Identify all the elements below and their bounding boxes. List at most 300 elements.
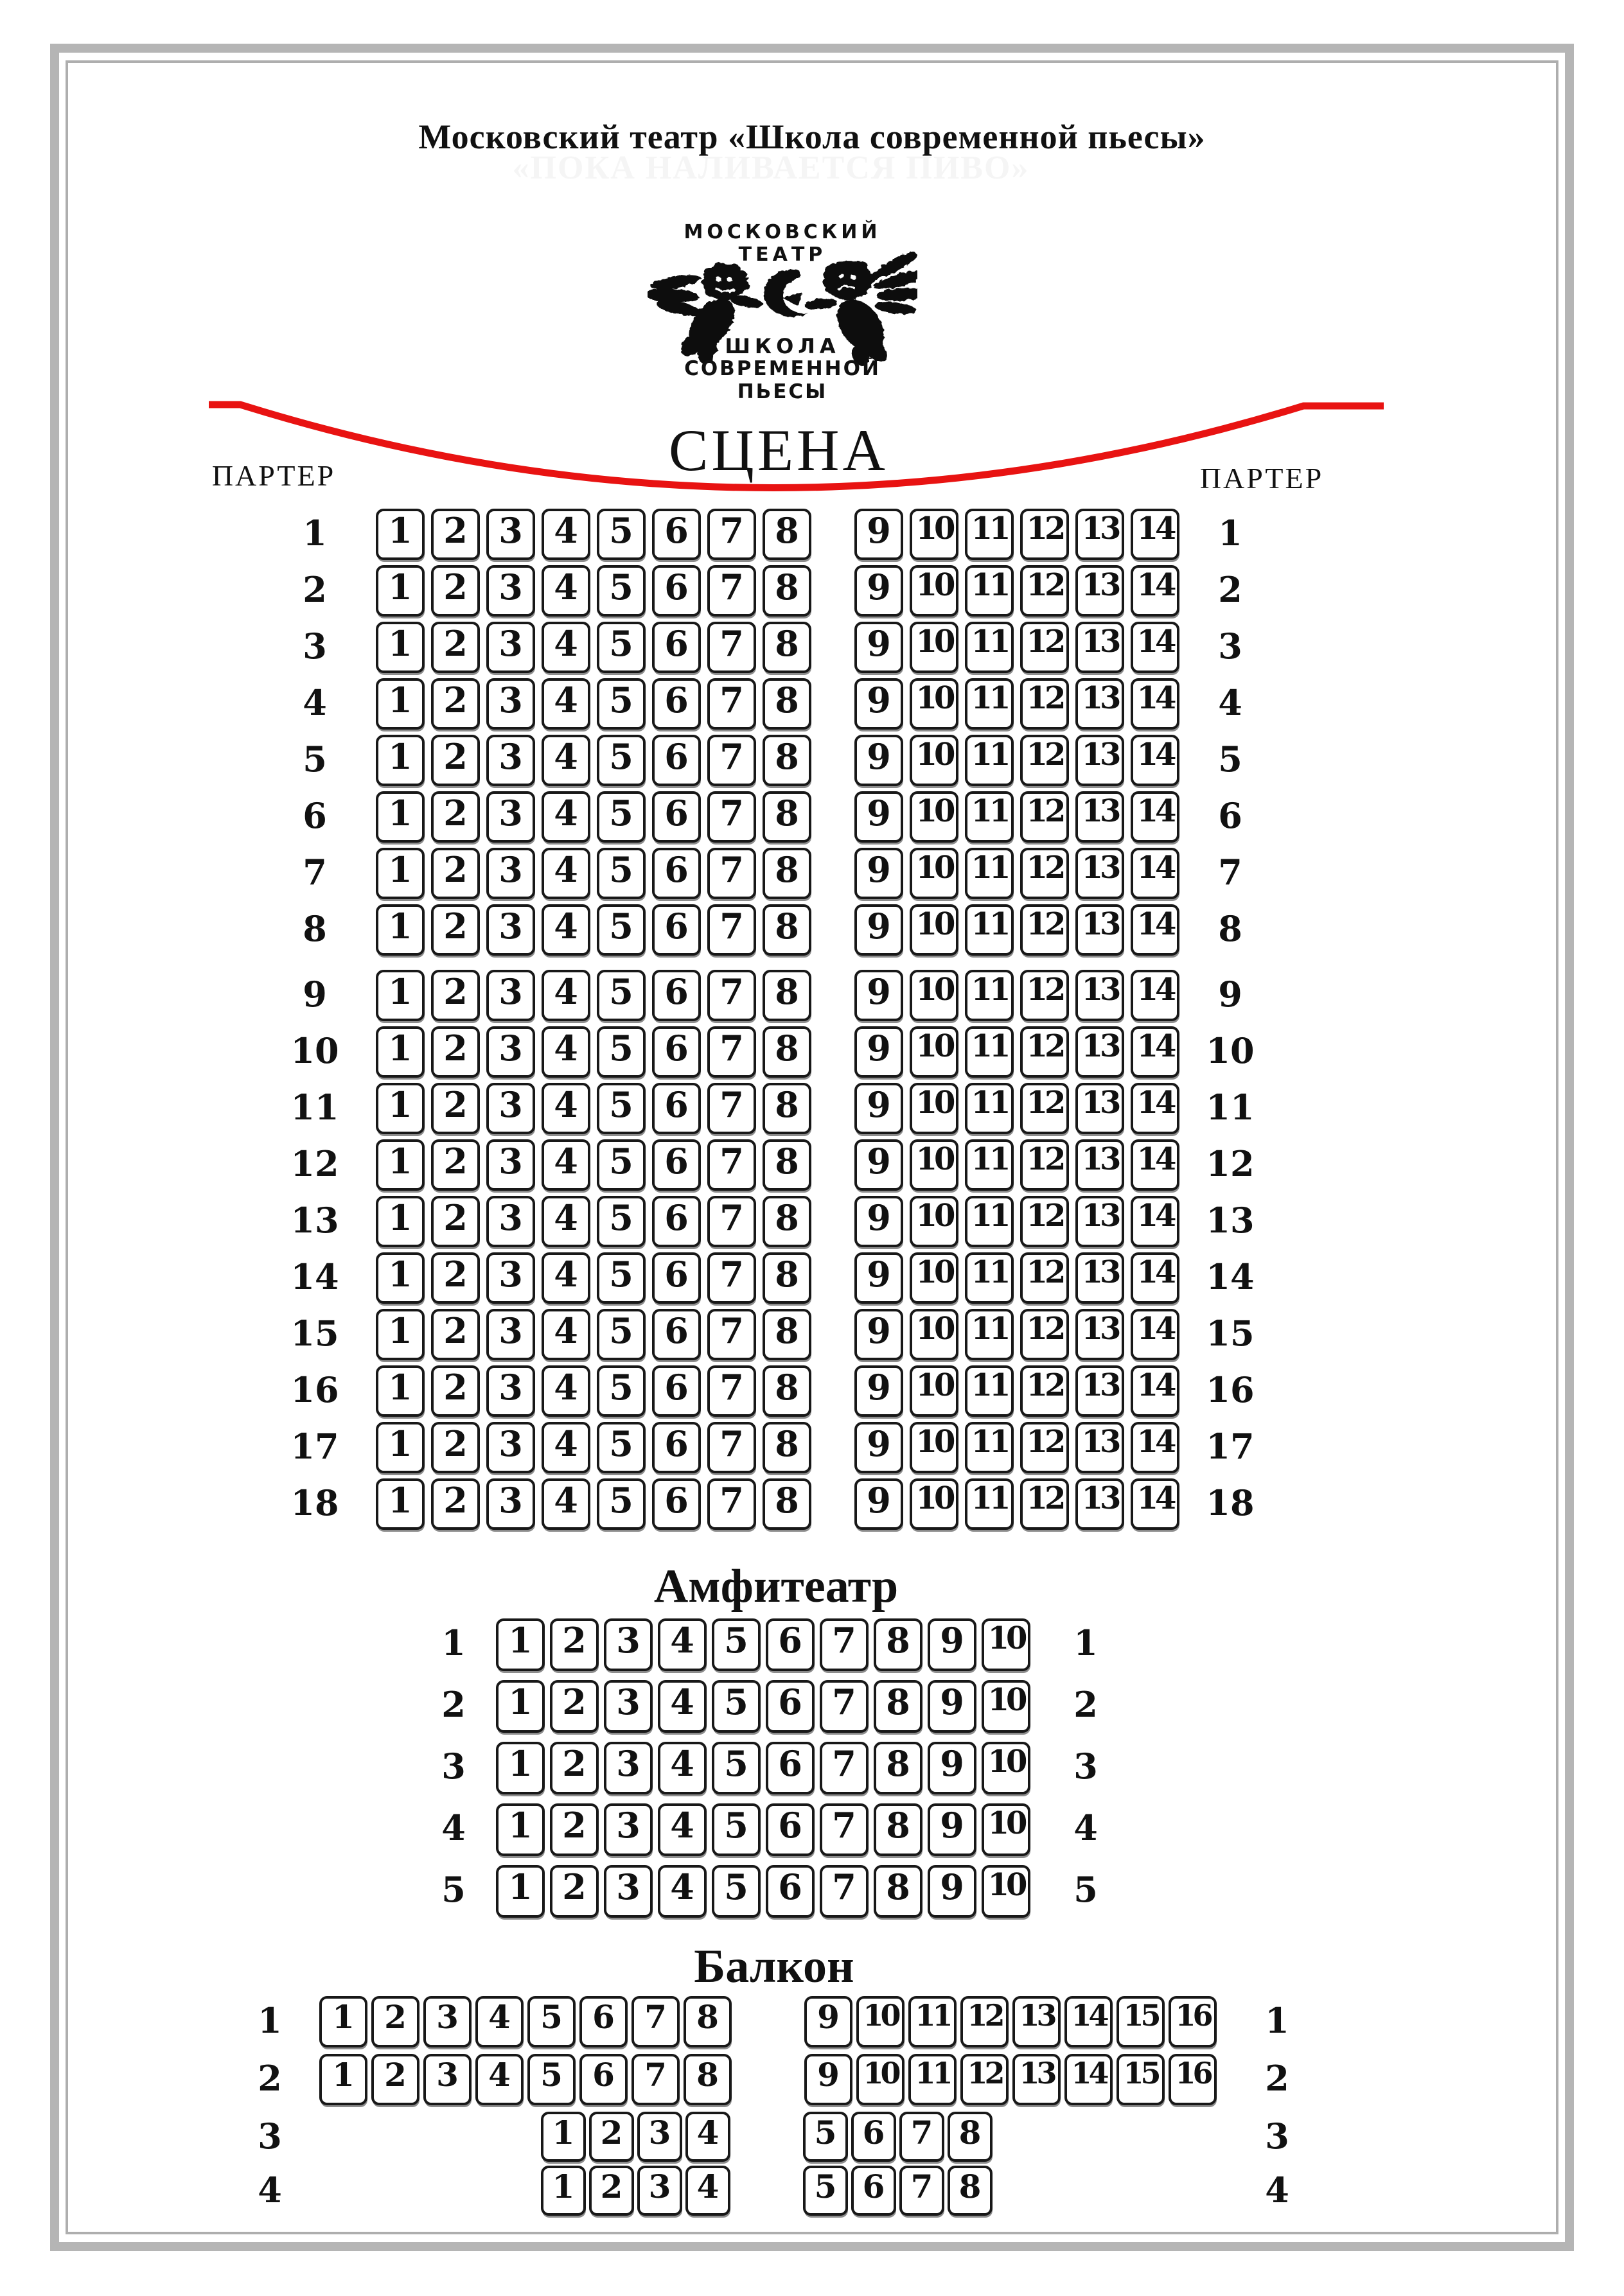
seat[interactable]: 3: [486, 1026, 535, 1078]
seat[interactable]: 4: [542, 509, 590, 560]
seat[interactable]: 4: [658, 1803, 707, 1856]
seat[interactable]: 4: [542, 735, 590, 786]
seat[interactable]: 6: [766, 1865, 815, 1918]
seat[interactable]: 1: [376, 1365, 425, 1417]
seat[interactable]: 3: [604, 1618, 653, 1671]
seat[interactable]: 14: [1131, 1422, 1179, 1473]
seat[interactable]: 14: [1131, 735, 1179, 786]
seat[interactable]: 8: [763, 678, 811, 730]
seat[interactable]: 10: [910, 1252, 958, 1304]
seat[interactable]: 11: [965, 565, 1014, 617]
seat[interactable]: 2: [431, 565, 480, 617]
seat[interactable]: 10: [910, 1309, 958, 1360]
seat[interactable]: 6: [652, 970, 701, 1021]
seat[interactable]: 8: [763, 1139, 811, 1191]
seat[interactable]: 3: [486, 1422, 535, 1473]
seat[interactable]: 2: [431, 791, 480, 843]
seat[interactable]: 11: [965, 1026, 1014, 1078]
seat[interactable]: 3: [486, 735, 535, 786]
seat[interactable]: 13: [1075, 1026, 1124, 1078]
seat[interactable]: 9: [928, 1865, 976, 1918]
seat[interactable]: 9: [928, 1803, 976, 1856]
seat[interactable]: 2: [550, 1865, 599, 1918]
seat[interactable]: 5: [597, 1365, 646, 1417]
seat[interactable]: 3: [423, 1996, 472, 2047]
seat[interactable]: 13: [1012, 1996, 1061, 2047]
seat[interactable]: 9: [854, 1365, 903, 1417]
seat[interactable]: 11: [965, 1196, 1014, 1247]
seat[interactable]: 6: [652, 622, 701, 673]
seat[interactable]: 9: [854, 848, 903, 899]
seat[interactable]: 5: [712, 1865, 761, 1918]
seat[interactable]: 1: [496, 1865, 545, 1918]
seat[interactable]: 13: [1075, 848, 1124, 899]
seat[interactable]: 5: [597, 565, 646, 617]
seat[interactable]: 5: [527, 1996, 576, 2047]
seat[interactable]: 12: [1020, 1196, 1069, 1247]
seat[interactable]: 4: [542, 1026, 590, 1078]
seat[interactable]: 6: [652, 1422, 701, 1473]
seat[interactable]: 8: [763, 970, 811, 1021]
seat[interactable]: 5: [712, 1742, 761, 1794]
seat[interactable]: 6: [766, 1680, 815, 1733]
seat[interactable]: 4: [658, 1618, 707, 1671]
seat[interactable]: 9: [854, 1422, 903, 1473]
seat[interactable]: 4: [542, 1422, 590, 1473]
seat[interactable]: 5: [597, 1026, 646, 1078]
seat[interactable]: 3: [423, 2054, 472, 2105]
seat[interactable]: 7: [707, 1478, 756, 1530]
seat[interactable]: 12: [1020, 509, 1069, 560]
seat[interactable]: 9: [854, 735, 903, 786]
seat[interactable]: 14: [1131, 622, 1179, 673]
seat[interactable]: 13: [1075, 1422, 1124, 1473]
seat[interactable]: 10: [856, 1996, 905, 2047]
seat[interactable]: 6: [652, 735, 701, 786]
seat[interactable]: 3: [486, 509, 535, 560]
seat[interactable]: 9: [854, 1252, 903, 1304]
seat[interactable]: 7: [707, 1196, 756, 1247]
seat[interactable]: 13: [1075, 904, 1124, 956]
seat[interactable]: 7: [707, 970, 756, 1021]
seat[interactable]: 5: [597, 791, 646, 843]
seat[interactable]: 11: [965, 1478, 1014, 1530]
seat[interactable]: 4: [542, 970, 590, 1021]
seat[interactable]: 8: [874, 1680, 922, 1733]
seat[interactable]: 9: [854, 678, 903, 730]
seat[interactable]: 13: [1075, 1478, 1124, 1530]
seat[interactable]: 7: [820, 1865, 869, 1918]
seat[interactable]: 8: [874, 1865, 922, 1918]
seat[interactable]: 8: [763, 1083, 811, 1134]
seat[interactable]: 1: [496, 1680, 545, 1733]
seat[interactable]: 2: [431, 904, 480, 956]
seat[interactable]: 9: [854, 970, 903, 1021]
seat[interactable]: 2: [550, 1803, 599, 1856]
seat[interactable]: 12: [1020, 1478, 1069, 1530]
seat[interactable]: 5: [597, 904, 646, 956]
seat[interactable]: 13: [1075, 509, 1124, 560]
seat[interactable]: 10: [910, 622, 958, 673]
seat[interactable]: 1: [376, 622, 425, 673]
seat[interactable]: 2: [431, 509, 480, 560]
seat[interactable]: 10: [982, 1618, 1030, 1671]
seat[interactable]: 6: [579, 2054, 628, 2105]
seat[interactable]: 10: [910, 1478, 958, 1530]
seat[interactable]: 5: [597, 622, 646, 673]
seat[interactable]: 14: [1064, 1996, 1113, 2047]
seat[interactable]: 3: [604, 1865, 653, 1918]
seat[interactable]: 13: [1075, 678, 1124, 730]
seat[interactable]: 14: [1131, 1478, 1179, 1530]
seat[interactable]: 11: [965, 791, 1014, 843]
seat[interactable]: 14: [1131, 791, 1179, 843]
seat[interactable]: 13: [1075, 1083, 1124, 1134]
seat[interactable]: 4: [475, 1996, 524, 2047]
seat[interactable]: 8: [763, 848, 811, 899]
seat[interactable]: 11: [965, 678, 1014, 730]
seat[interactable]: 6: [652, 1252, 701, 1304]
seat[interactable]: 5: [597, 1083, 646, 1134]
seat[interactable]: 2: [431, 1365, 480, 1417]
seat[interactable]: 2: [431, 1026, 480, 1078]
seat[interactable]: 2: [431, 735, 480, 786]
seat[interactable]: 7: [631, 2054, 680, 2105]
seat[interactable]: 7: [707, 791, 756, 843]
seat[interactable]: 8: [763, 791, 811, 843]
seat[interactable]: 1: [376, 565, 425, 617]
seat[interactable]: 12: [1020, 904, 1069, 956]
seat[interactable]: 9: [854, 1026, 903, 1078]
seat[interactable]: 3: [604, 1742, 653, 1794]
seat[interactable]: 5: [712, 1803, 761, 1856]
seat[interactable]: 2: [431, 678, 480, 730]
seat[interactable]: 5: [597, 509, 646, 560]
seat[interactable]: 8: [763, 1365, 811, 1417]
seat[interactable]: 12: [1020, 1365, 1069, 1417]
seat[interactable]: 3: [637, 2112, 682, 2162]
seat[interactable]: 15: [1116, 2054, 1165, 2105]
seat[interactable]: 11: [965, 1139, 1014, 1191]
seat[interactable]: 8: [763, 735, 811, 786]
seat[interactable]: 3: [486, 970, 535, 1021]
seat[interactable]: 12: [1020, 1026, 1069, 1078]
seat[interactable]: 7: [899, 2112, 944, 2162]
seat[interactable]: 3: [486, 678, 535, 730]
seat[interactable]: 12: [1020, 735, 1069, 786]
seat[interactable]: 10: [982, 1865, 1030, 1918]
seat[interactable]: 2: [431, 848, 480, 899]
seat[interactable]: 1: [376, 1252, 425, 1304]
seat[interactable]: 8: [763, 509, 811, 560]
seat[interactable]: 4: [542, 1083, 590, 1134]
seat[interactable]: 3: [486, 1309, 535, 1360]
seat[interactable]: 4: [542, 1252, 590, 1304]
seat[interactable]: 3: [486, 565, 535, 617]
seat[interactable]: 5: [597, 735, 646, 786]
seat[interactable]: 2: [589, 2112, 634, 2162]
seat[interactable]: 5: [597, 1309, 646, 1360]
seat[interactable]: 3: [486, 1083, 535, 1134]
seat[interactable]: 12: [960, 1996, 1009, 2047]
seat[interactable]: 5: [597, 1252, 646, 1304]
seat[interactable]: 1: [319, 1996, 367, 2047]
seat[interactable]: 3: [486, 1196, 535, 1247]
seat[interactable]: 10: [910, 509, 958, 560]
seat[interactable]: 12: [1020, 565, 1069, 617]
seat[interactable]: 5: [597, 1422, 646, 1473]
seat[interactable]: 5: [712, 1680, 761, 1733]
seat[interactable]: 5: [803, 2166, 848, 2216]
seat[interactable]: 4: [542, 904, 590, 956]
seat[interactable]: 2: [431, 1196, 480, 1247]
seat[interactable]: 6: [652, 565, 701, 617]
seat[interactable]: 9: [928, 1618, 976, 1671]
seat[interactable]: 12: [1020, 1083, 1069, 1134]
seat[interactable]: 2: [431, 1083, 480, 1134]
seat[interactable]: 10: [982, 1803, 1030, 1856]
seat[interactable]: 10: [910, 791, 958, 843]
seat[interactable]: 11: [965, 622, 1014, 673]
seat[interactable]: 2: [371, 1996, 419, 2047]
seat[interactable]: 10: [910, 1083, 958, 1134]
seat[interactable]: 4: [658, 1742, 707, 1794]
seat[interactable]: 6: [652, 1196, 701, 1247]
seat[interactable]: 8: [763, 1252, 811, 1304]
seat[interactable]: 15: [1116, 1996, 1165, 2047]
seat[interactable]: 12: [1020, 1252, 1069, 1304]
seat[interactable]: 6: [851, 2166, 896, 2216]
seat[interactable]: 16: [1169, 2054, 1217, 2105]
seat[interactable]: 11: [965, 1422, 1014, 1473]
seat[interactable]: 13: [1012, 2054, 1061, 2105]
seat[interactable]: 6: [652, 848, 701, 899]
seat[interactable]: 1: [376, 1309, 425, 1360]
seat[interactable]: 8: [763, 1309, 811, 1360]
seat[interactable]: 14: [1131, 1309, 1179, 1360]
seat[interactable]: 6: [652, 1478, 701, 1530]
seat[interactable]: 3: [486, 848, 535, 899]
seat[interactable]: 8: [874, 1742, 922, 1794]
seat[interactable]: 6: [652, 1309, 701, 1360]
seat[interactable]: 14: [1131, 1026, 1179, 1078]
seat[interactable]: 8: [948, 2112, 993, 2162]
seat[interactable]: 1: [541, 2166, 586, 2216]
seat[interactable]: 2: [550, 1742, 599, 1794]
seat[interactable]: 14: [1131, 848, 1179, 899]
seat[interactable]: 11: [908, 2054, 957, 2105]
seat[interactable]: 3: [486, 1478, 535, 1530]
seat[interactable]: 13: [1075, 1309, 1124, 1360]
seat[interactable]: 6: [766, 1803, 815, 1856]
seat[interactable]: 4: [685, 2166, 730, 2216]
seat[interactable]: 10: [856, 2054, 905, 2105]
seat[interactable]: 2: [431, 1478, 480, 1530]
seat[interactable]: 7: [631, 1996, 680, 2047]
seat[interactable]: 2: [431, 1309, 480, 1360]
seat[interactable]: 6: [766, 1618, 815, 1671]
seat[interactable]: 9: [854, 509, 903, 560]
seat[interactable]: 10: [982, 1680, 1030, 1733]
seat[interactable]: 7: [707, 509, 756, 560]
seat[interactable]: 6: [652, 678, 701, 730]
seat[interactable]: 2: [371, 2054, 419, 2105]
seat[interactable]: 13: [1075, 1196, 1124, 1247]
seat[interactable]: 12: [1020, 970, 1069, 1021]
seat[interactable]: 8: [874, 1803, 922, 1856]
seat[interactable]: 9: [854, 904, 903, 956]
seat[interactable]: 9: [804, 2054, 852, 2105]
seat[interactable]: 10: [910, 904, 958, 956]
seat[interactable]: 7: [707, 1083, 756, 1134]
seat[interactable]: 5: [597, 678, 646, 730]
seat[interactable]: 12: [1020, 848, 1069, 899]
seat[interactable]: 10: [910, 1365, 958, 1417]
seat[interactable]: 14: [1131, 1196, 1179, 1247]
seat[interactable]: 9: [854, 622, 903, 673]
seat[interactable]: 1: [496, 1803, 545, 1856]
seat[interactable]: 11: [965, 1309, 1014, 1360]
seat[interactable]: 6: [652, 509, 701, 560]
seat[interactable]: 1: [376, 1422, 425, 1473]
seat[interactable]: 9: [854, 1309, 903, 1360]
seat[interactable]: 11: [965, 735, 1014, 786]
seat[interactable]: 5: [527, 2054, 576, 2105]
seat[interactable]: 7: [707, 848, 756, 899]
seat[interactable]: 5: [597, 848, 646, 899]
seat[interactable]: 8: [684, 1996, 732, 2047]
seat[interactable]: 4: [542, 622, 590, 673]
seat[interactable]: 4: [685, 2112, 730, 2162]
seat[interactable]: 1: [376, 904, 425, 956]
seat[interactable]: 7: [820, 1680, 869, 1733]
seat[interactable]: 10: [910, 678, 958, 730]
seat[interactable]: 3: [486, 1252, 535, 1304]
seat[interactable]: 2: [431, 1422, 480, 1473]
seat[interactable]: 8: [948, 2166, 993, 2216]
seat[interactable]: 6: [652, 904, 701, 956]
seat[interactable]: 2: [550, 1618, 599, 1671]
seat[interactable]: 9: [854, 1139, 903, 1191]
seat[interactable]: 7: [707, 622, 756, 673]
seat[interactable]: 13: [1075, 1365, 1124, 1417]
seat[interactable]: 14: [1131, 1252, 1179, 1304]
seat[interactable]: 6: [652, 1026, 701, 1078]
seat[interactable]: 14: [1131, 565, 1179, 617]
seat[interactable]: 7: [820, 1803, 869, 1856]
seat[interactable]: 14: [1131, 1365, 1179, 1417]
seat[interactable]: 1: [319, 2054, 367, 2105]
seat[interactable]: 4: [542, 1139, 590, 1191]
seat[interactable]: 1: [541, 2112, 586, 2162]
seat[interactable]: 3: [486, 904, 535, 956]
seat[interactable]: 13: [1075, 735, 1124, 786]
seat[interactable]: 2: [431, 1139, 480, 1191]
seat[interactable]: 4: [658, 1680, 707, 1733]
seat[interactable]: 7: [707, 1026, 756, 1078]
seat[interactable]: 1: [376, 970, 425, 1021]
seat[interactable]: 6: [652, 1139, 701, 1191]
seat[interactable]: 3: [486, 1365, 535, 1417]
seat[interactable]: 13: [1075, 565, 1124, 617]
seat[interactable]: 7: [707, 1422, 756, 1473]
seat[interactable]: 2: [431, 1252, 480, 1304]
seat[interactable]: 7: [820, 1742, 869, 1794]
seat[interactable]: 4: [542, 1309, 590, 1360]
seat[interactable]: 11: [965, 848, 1014, 899]
seat[interactable]: 3: [486, 622, 535, 673]
seat[interactable]: 4: [542, 848, 590, 899]
seat[interactable]: 3: [637, 2166, 682, 2216]
seat[interactable]: 16: [1169, 1996, 1217, 2047]
seat[interactable]: 12: [1020, 1422, 1069, 1473]
seat[interactable]: 9: [928, 1680, 976, 1733]
seat[interactable]: 11: [965, 1252, 1014, 1304]
seat[interactable]: 6: [652, 791, 701, 843]
seat[interactable]: 4: [475, 2054, 524, 2105]
seat[interactable]: 9: [804, 1996, 852, 2047]
seat[interactable]: 8: [763, 622, 811, 673]
seat[interactable]: 14: [1131, 509, 1179, 560]
seat[interactable]: 2: [550, 1680, 599, 1733]
seat[interactable]: 13: [1075, 970, 1124, 1021]
seat[interactable]: 4: [542, 1478, 590, 1530]
seat[interactable]: 8: [763, 1026, 811, 1078]
seat[interactable]: 7: [707, 1309, 756, 1360]
seat[interactable]: 3: [604, 1680, 653, 1733]
seat[interactable]: 5: [597, 1478, 646, 1530]
seat[interactable]: 2: [431, 970, 480, 1021]
seat[interactable]: 8: [874, 1618, 922, 1671]
seat[interactable]: 1: [376, 735, 425, 786]
seat[interactable]: 8: [763, 1422, 811, 1473]
seat[interactable]: 10: [910, 848, 958, 899]
seat[interactable]: 14: [1131, 1139, 1179, 1191]
seat[interactable]: 7: [707, 1365, 756, 1417]
seat[interactable]: 1: [376, 1026, 425, 1078]
seat[interactable]: 8: [684, 2054, 732, 2105]
seat[interactable]: 2: [589, 2166, 634, 2216]
seat[interactable]: 2: [431, 622, 480, 673]
seat[interactable]: 4: [542, 565, 590, 617]
seat[interactable]: 9: [854, 1083, 903, 1134]
seat[interactable]: 7: [707, 678, 756, 730]
seat[interactable]: 14: [1131, 1083, 1179, 1134]
seat[interactable]: 11: [908, 1996, 957, 2047]
seat[interactable]: 5: [803, 2112, 848, 2162]
seat[interactable]: 6: [652, 1083, 701, 1134]
seat[interactable]: 1: [496, 1742, 545, 1794]
seat[interactable]: 3: [604, 1803, 653, 1856]
seat[interactable]: 12: [1020, 622, 1069, 673]
seat[interactable]: 1: [376, 678, 425, 730]
seat[interactable]: 13: [1075, 622, 1124, 673]
seat[interactable]: 13: [1075, 791, 1124, 843]
seat[interactable]: 4: [542, 1365, 590, 1417]
seat[interactable]: 8: [763, 1196, 811, 1247]
seat[interactable]: 7: [707, 904, 756, 956]
seat[interactable]: 11: [965, 1083, 1014, 1134]
seat[interactable]: 7: [820, 1618, 869, 1671]
seat[interactable]: 6: [579, 1996, 628, 2047]
seat[interactable]: 13: [1075, 1139, 1124, 1191]
seat[interactable]: 8: [763, 565, 811, 617]
seat[interactable]: 10: [910, 1196, 958, 1247]
seat[interactable]: 8: [763, 904, 811, 956]
seat[interactable]: 3: [486, 1139, 535, 1191]
seat[interactable]: 12: [1020, 791, 1069, 843]
seat[interactable]: 14: [1131, 970, 1179, 1021]
